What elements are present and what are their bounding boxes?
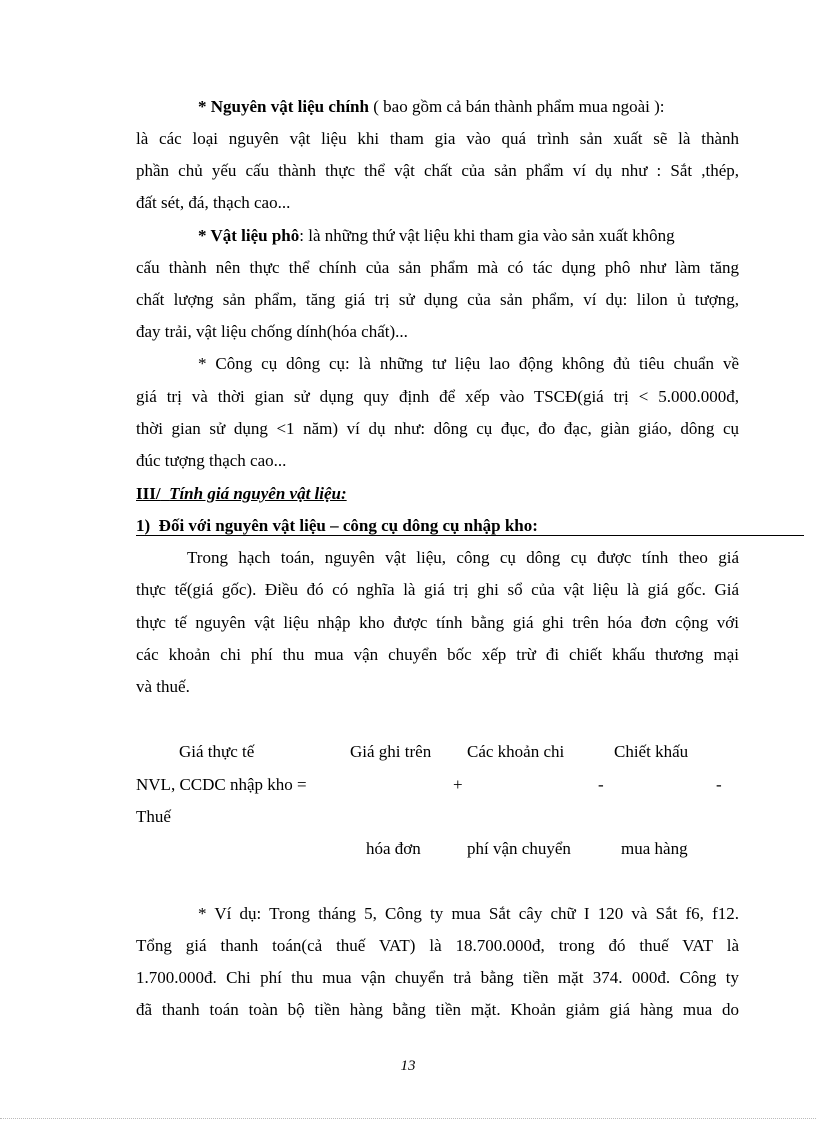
para2-line2: cấu thành nên thực thể chính của sản phẩm mà có tác dụng phô như làm tăng: [136, 258, 739, 277]
formula-minus-1: -: [598, 775, 604, 794]
para3-line3: thời gian sử dụng <1 năm) ví dụ như: dông cụ đục, đo đạc, giàn giáo, dông cụ: [136, 419, 739, 438]
page-number: 13: [400, 1058, 416, 1074]
para1-label: * Nguyên vật liệu chính: [198, 97, 369, 116]
para2-label: * Vật liệu phô: [198, 226, 300, 245]
subsection-number: 1): [136, 516, 151, 535]
formula-mua-hang: mua hàng: [621, 839, 688, 858]
para4-line3: thực tế nguyên vật liệu nhập kho được tính bằng giá ghi trên hóa đơn cộng với: [136, 613, 739, 632]
section-title: Tính giá nguyên vật liệu:: [169, 484, 347, 503]
formula-header-gia-thuc-te: Giá thực tế: [179, 742, 255, 761]
para1-line1: [198, 98, 665, 115]
para1-line2: là các loại nguyên vật liệu khi tham gia vào quá trình sản xuất sẽ là thành: [136, 129, 739, 148]
para5-line4: đã thanh toán toàn bộ tiền hàng bằng tiền mặt. Khoản giảm giá hàng mua do: [136, 1000, 739, 1019]
subsection-title: Đối với nguyên vật liệu – công cụ dông cụ nhập kho:: [158, 516, 538, 535]
formula-hoa-don: hóa đơn: [366, 839, 421, 858]
para3-line4: đúc tượng thạch cao...: [136, 451, 287, 470]
para2-line1-text: : là những thứ vật liệu khi tham gia vào sản xuất không: [299, 226, 675, 245]
para1-line4: đất sét, đá, thạch cao...: [136, 193, 291, 212]
page-edge-divider: [0, 1118, 816, 1119]
para5-line2: Tổng giá thanh toán(cả thuế VAT) là 18.700.000đ, trong đó thuế VAT là: [136, 936, 739, 955]
formula-phi-van-chuyen: phí vận chuyển: [467, 839, 571, 858]
para1-line3: phần chủ yếu cấu thành thực thể vật chất của sản phẩm ví dụ như : Sắt ,thép,: [136, 161, 739, 180]
para5-line3: 1.700.000đ. Chi phí thu mua vận chuyển trả bằng tiền mặt 374. 000đ. Công ty: [136, 968, 739, 987]
para3-line2: giá trị và thời gian sử dụng quy định để xếp vào TSCĐ(giá trị < 5.000.000đ,: [136, 387, 739, 406]
formula-thue: Thuế: [136, 807, 171, 826]
formula-lhs: NVL, CCDC nhập kho =: [136, 775, 307, 794]
para1-line1-text: ( bao gồm cả bán thành phẩm mua ngoài ):: [368, 97, 665, 116]
subsection-heading: [136, 517, 804, 536]
para3-line1: * Công cụ dông cụ: là những tư liệu lao động không đủ tiêu chuẩn về: [198, 354, 739, 373]
section-number: III/: [136, 484, 161, 503]
para4-line1: Trong hạch toán, nguyên vật liệu, công cụ dông cụ được tính theo giá: [187, 548, 739, 567]
para4-line4: các khoản chi phí thu mua vận chuyển bốc xếp trừ đi chiết khấu thương mại: [136, 645, 739, 664]
para2-line1: [198, 227, 675, 244]
para4-line2: thực tế(giá gốc). Điều đó có nghĩa là giá trị ghi sổ của vật liệu là giá gốc. Giá: [136, 580, 739, 599]
formula-minus-2: -: [716, 775, 722, 794]
formula-header-gia-ghi-tren: Giá ghi trên: [350, 742, 432, 761]
para4-line5: và thuế.: [136, 677, 190, 696]
para2-line4: đay trải, vật liệu chống dính(hóa chất)...: [136, 322, 408, 341]
para2-line3: chất lượng sản phẩm, tăng giá trị sử dụng của sản phẩm, ví dụ: lilon ủ tượng,: [136, 290, 739, 309]
para5-line1: * Ví dụ: Trong tháng 5, Công ty mua Sắt cây chữ I 120 và Sắt f6, f12.: [198, 904, 739, 923]
section-heading: [136, 485, 347, 502]
formula-plus: +: [453, 775, 463, 794]
formula-header-cac-khoan-chi: Các khoản chi: [467, 742, 565, 761]
formula-header-chiet-khau: Chiết khấu: [614, 742, 689, 761]
